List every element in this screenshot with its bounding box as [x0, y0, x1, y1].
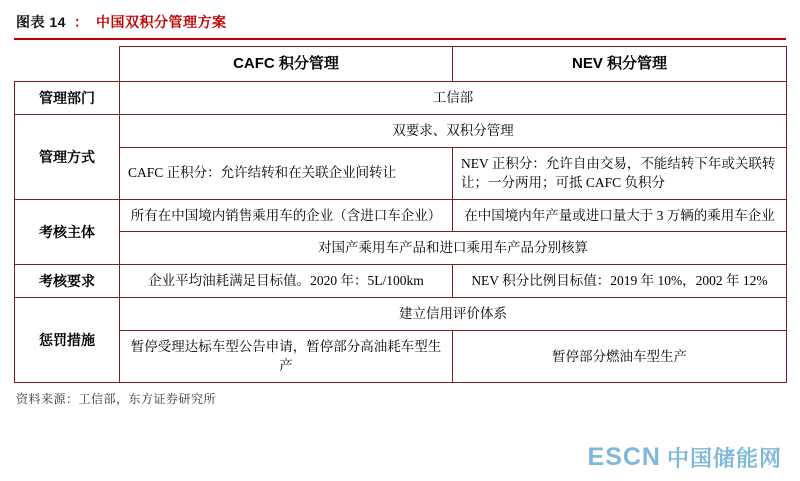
- cell-考核要求-nev: NEV 积分比例目标值：2019 年 10%，2002 年 12%: [453, 264, 787, 297]
- cell-管理方式-merged: 双要求、双积分管理: [120, 115, 787, 148]
- cell-考核主体-merged: 对国产乘用车产品和进口乘用车产品分别核算: [120, 232, 787, 265]
- cell-考核主体-nev: 在中国境内年产量或进口量大于 3 万辆的乘用车企业: [453, 199, 787, 232]
- figure-title-colon: ：: [73, 14, 88, 30]
- figure-title-text: 中国双积分管理方案: [95, 14, 227, 30]
- header-nev: NEV 积分管理: [453, 47, 787, 82]
- cell-管理方式-nev: NEV 正积分：允许自由交易，不能结转下年或关联转让；一分两用；可抵 CAFC 负积分: [453, 147, 787, 199]
- table-row: [15, 81, 787, 114]
- table-row: [15, 115, 787, 148]
- table-row: [15, 264, 787, 297]
- dual-credit-policy-table: [14, 46, 787, 383]
- table-row: [15, 232, 787, 265]
- table-row: [15, 330, 787, 382]
- row-label-考核要求: 考核要求: [15, 264, 120, 297]
- row-label-考核主体: 考核主体: [15, 199, 120, 264]
- cell-惩罚措施-nev: 暂停部分燃油车型生产: [453, 330, 787, 382]
- title-underline: [14, 38, 786, 40]
- header-cafc: CAFC 积分管理: [120, 47, 453, 82]
- watermark-brand-en: ESCN: [587, 443, 661, 471]
- row-label-管理方式: 管理方式: [15, 115, 120, 200]
- watermark: [588, 442, 782, 473]
- figure-title: [14, 10, 786, 38]
- row-label-管理部门: 管理部门: [15, 81, 120, 114]
- watermark-brand-cn: 中国储能网: [666, 446, 782, 471]
- cell-管理部门-merged: 工信部: [120, 81, 787, 114]
- table-row: [15, 199, 787, 232]
- cell-考核要求-cafc: 企业平均油耗满足目标值。2020 年：5L/100km: [120, 264, 453, 297]
- cell-惩罚措施-merged: 建立信用评价体系: [120, 298, 787, 331]
- cell-惩罚措施-cafc: 暂停受理达标车型公告申请，暂停部分高油耗车型生产: [120, 330, 453, 382]
- row-label-惩罚措施: 惩罚措施: [15, 298, 120, 383]
- cell-考核主体-cafc: 所有在中国境内销售乘用车的企业（含进口车企业）: [120, 199, 453, 232]
- figure-number: 图表 14: [16, 14, 66, 30]
- table-row: [15, 298, 787, 331]
- table-corner-cell: [15, 47, 120, 82]
- table-header-row: [15, 47, 787, 82]
- source-note: 资料来源：工信部，东方证券研究所: [16, 391, 217, 406]
- cell-管理方式-cafc: CAFC 正积分：允许结转和在关联企业间转让: [120, 147, 453, 199]
- table-row: [15, 147, 787, 199]
